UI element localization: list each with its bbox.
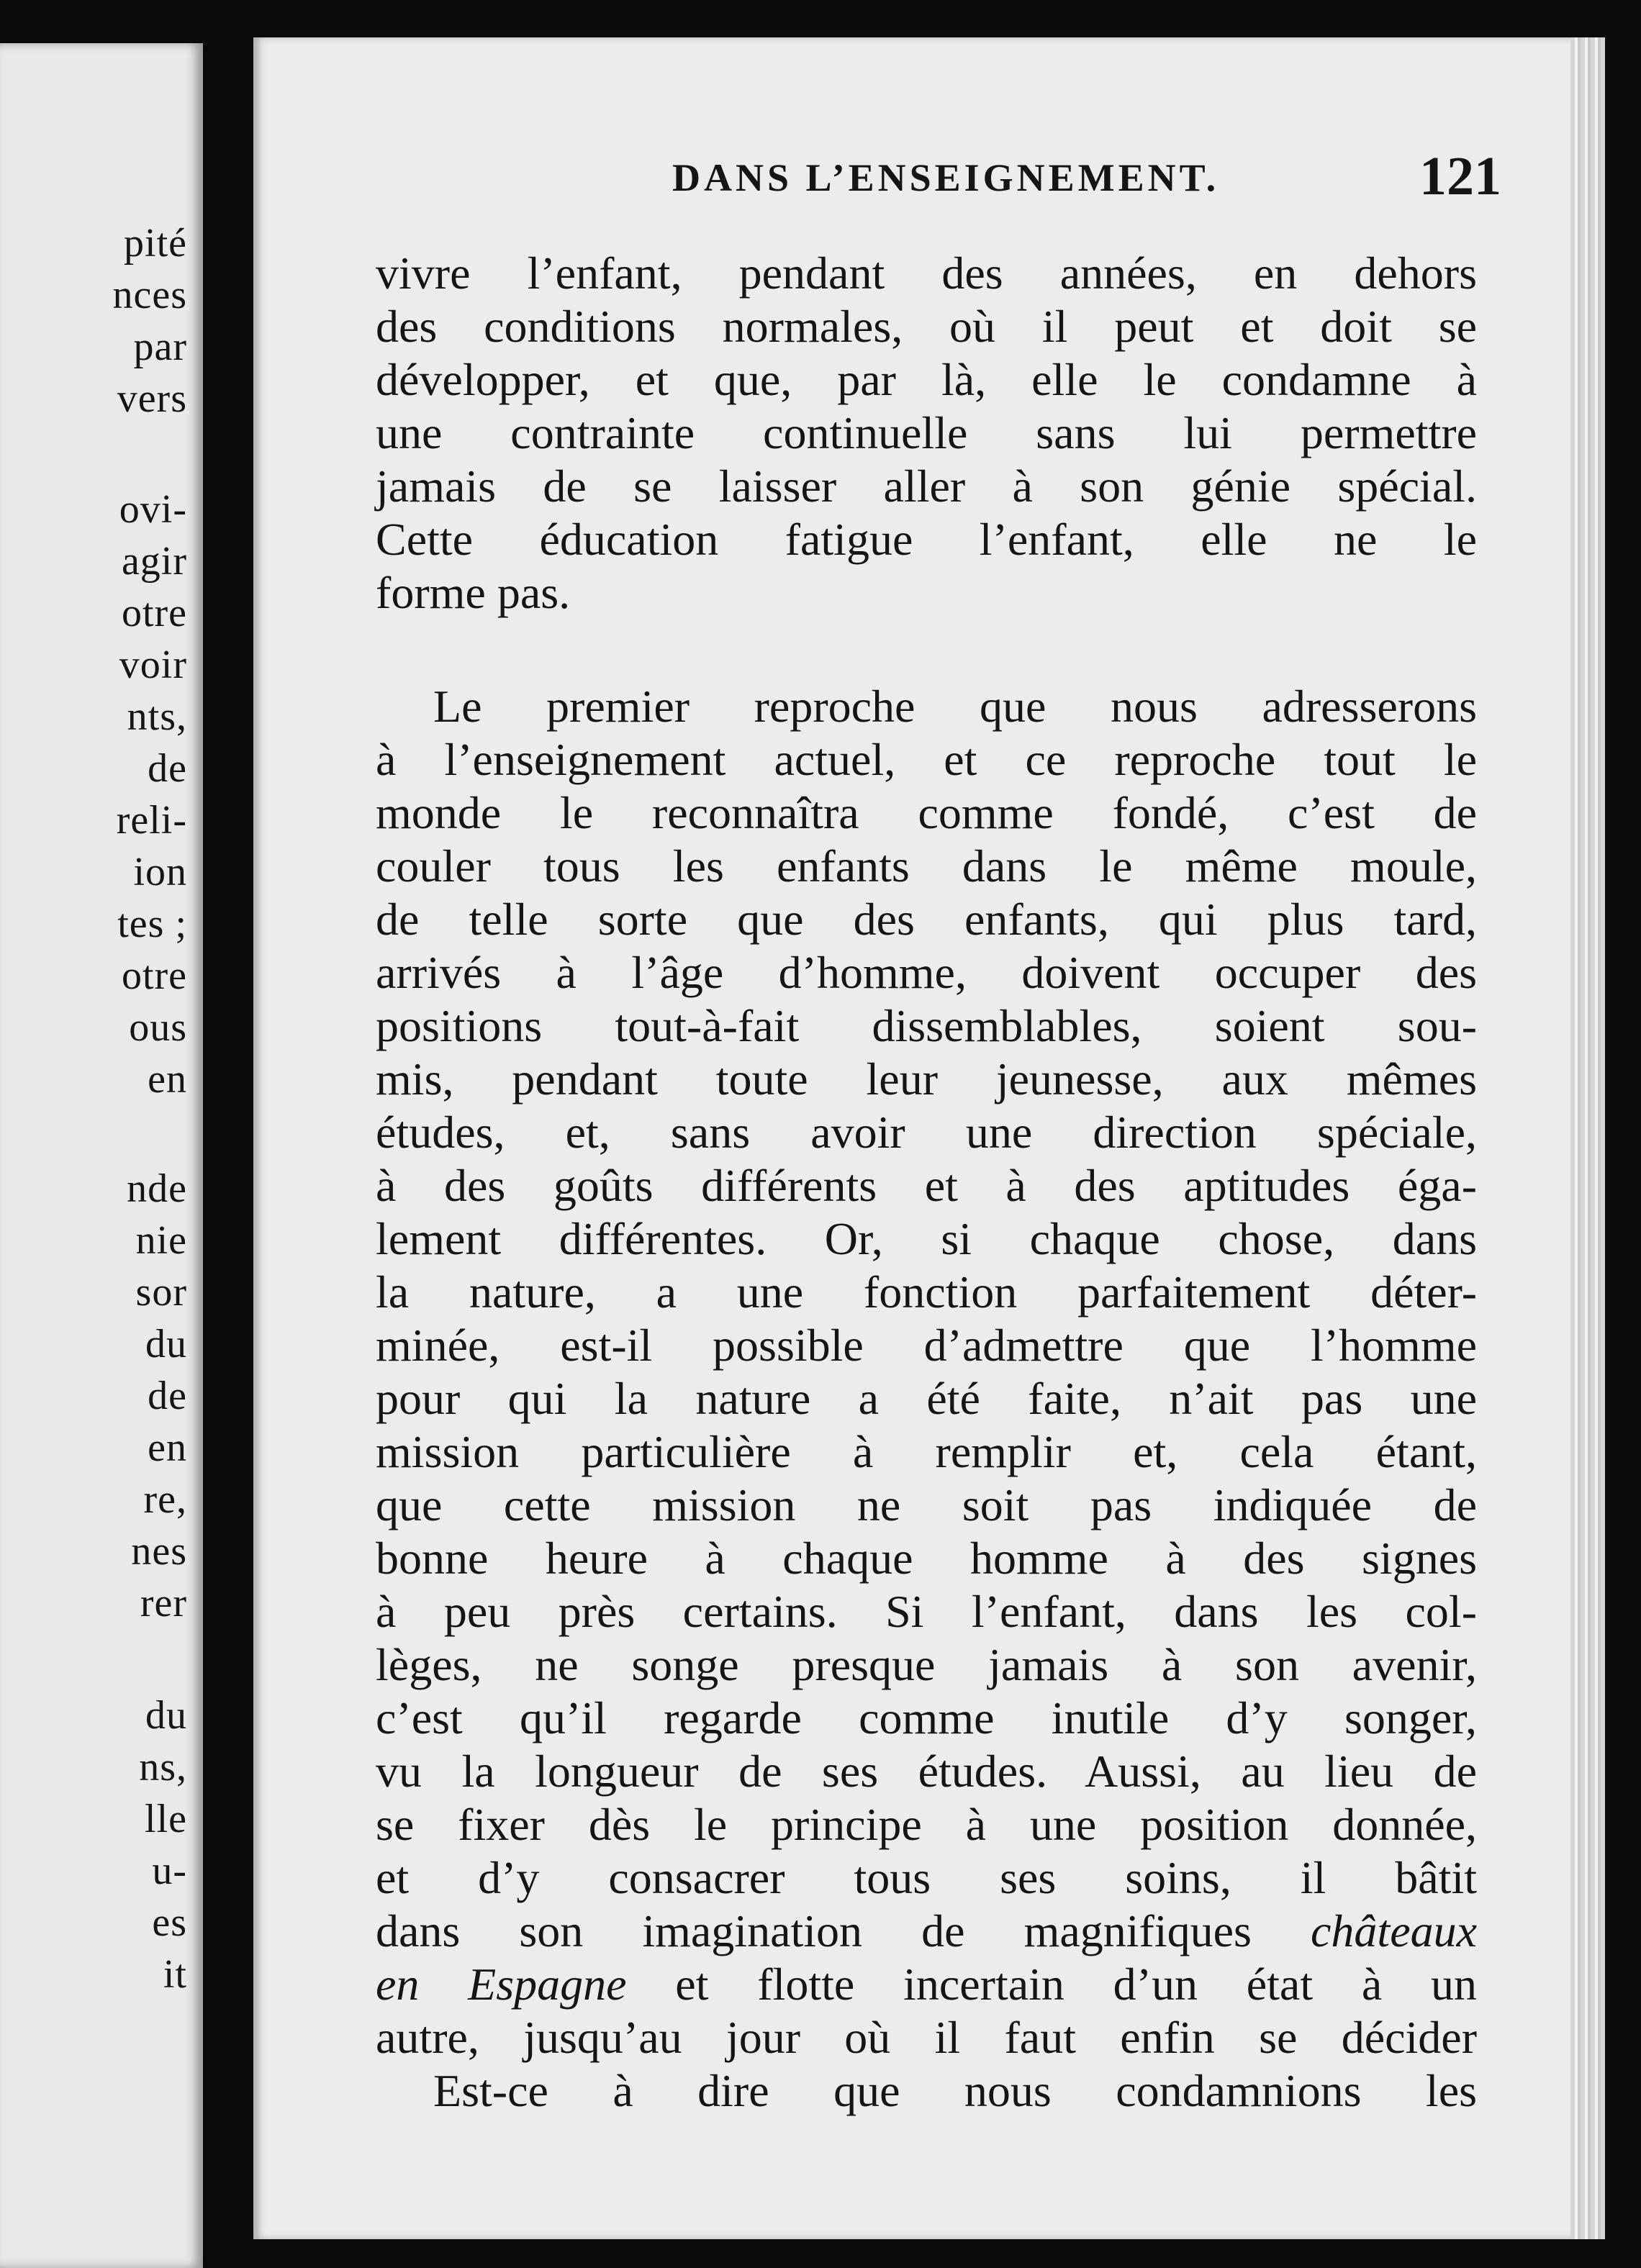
text-segment: dans son imagination de magnifiques bbox=[376, 1905, 1311, 1956]
text-line: positions tout-à-fait dissemblables, soient sou- bbox=[376, 1000, 1477, 1051]
text-line: études, et, sans avoir une direction spéciale, bbox=[376, 1107, 1477, 1158]
left-page-line: es bbox=[152, 1900, 187, 1945]
left-page-line: ion bbox=[133, 850, 187, 894]
text-line: une contrainte continuelle sans lui permettre bbox=[376, 407, 1477, 458]
left-page-fragment bbox=[0, 43, 203, 2268]
book-gutter bbox=[203, 0, 253, 2268]
left-page-line: otre bbox=[121, 953, 187, 998]
text-line: la nature, a une fonction parfaitement déter- bbox=[376, 1266, 1477, 1317]
left-page-line: it bbox=[163, 1952, 187, 1997]
text-line: minée, est-il possible d’admettre que l’homme bbox=[376, 1320, 1477, 1371]
text-line: Cette éducation fatigue l’enfant, elle ne le bbox=[376, 514, 1477, 565]
text-line bbox=[376, 1905, 1477, 1956]
text-line: monde le reconnaîtra comme fondé, c’est de bbox=[376, 787, 1477, 838]
left-page-line: otre bbox=[121, 591, 187, 635]
book-page bbox=[253, 37, 1605, 2239]
text-line: des conditions normales, où il peut et doit se bbox=[376, 301, 1477, 352]
text-line: se fixer dès le principe à une position donnée, bbox=[376, 1799, 1477, 1850]
left-page-line: en bbox=[148, 1425, 187, 1470]
running-head: DANS L’ENSEIGNEMENT. bbox=[672, 156, 1220, 199]
left-page-line: vers bbox=[117, 376, 187, 421]
text-line: pour qui la nature a été faite, n’ait pas une bbox=[376, 1373, 1477, 1424]
text-line: que cette mission ne soit pas indiquée de bbox=[376, 1479, 1477, 1530]
text-line: développer, et que, par là, elle le condamne à bbox=[376, 354, 1477, 405]
left-page-line: de bbox=[148, 746, 187, 791]
text-line: jamais de se laisser aller à son génie spécial. bbox=[376, 461, 1477, 512]
text-segment: et flotte incertain d’un état à un bbox=[626, 1959, 1478, 2010]
text-line bbox=[376, 1961, 1477, 2008]
left-page-line: nde bbox=[127, 1166, 187, 1211]
left-page-line: re, bbox=[143, 1477, 187, 1522]
text-line: lèges, ne songe presque jamais à son avenir, bbox=[376, 1639, 1477, 1690]
text-line: forme pas. bbox=[376, 567, 571, 618]
text-line: mis, pendant toute leur jeunesse, aux mêmes bbox=[376, 1053, 1477, 1104]
text-line: vivre l’enfant, pendant des années, en dehors bbox=[376, 248, 1477, 299]
text-line: autre, jusqu’au jour où il faut enfin se décider bbox=[376, 2012, 1477, 2063]
text-line: mission particulière à remplir et, cela étant, bbox=[376, 1426, 1477, 1477]
text-line: à des goûts différents et à des aptitudes éga- bbox=[376, 1160, 1477, 1211]
left-page-line: sor bbox=[135, 1270, 187, 1315]
text-line: et d’y consacrer tous ses soins, il bâtit bbox=[376, 1852, 1477, 1903]
left-page-line: rer bbox=[140, 1581, 187, 1625]
left-page-line: voir bbox=[119, 643, 187, 687]
left-page-line: ovi- bbox=[119, 487, 187, 532]
text-line: à peu près certains. Si l’enfant, dans les col- bbox=[376, 1586, 1477, 1637]
page-number: 121 bbox=[1419, 146, 1501, 207]
left-page-line: u- bbox=[152, 1849, 187, 1893]
italic-phrase: en Espagne bbox=[376, 1959, 627, 2010]
italic-phrase: châteaux bbox=[1311, 1905, 1477, 1956]
text-line: de telle sorte que des enfants, qui plus tard, bbox=[376, 894, 1477, 945]
left-page-line: du bbox=[145, 1322, 187, 1366]
left-page-line: tes ; bbox=[117, 902, 187, 946]
left-page-line: pité bbox=[124, 221, 187, 266]
text-line: couler tous les enfants dans le même moule, bbox=[376, 840, 1477, 892]
left-page-line: de bbox=[148, 1374, 187, 1418]
text-line: Le premier reproche que nous adresserons bbox=[433, 681, 1477, 732]
left-page-line: nces bbox=[112, 273, 187, 317]
text-line: bonne heure à chaque homme à des signes bbox=[376, 1533, 1477, 1584]
left-page-line: par bbox=[133, 325, 187, 369]
page-edge bbox=[1570, 37, 1605, 2239]
left-page-line: du bbox=[145, 1693, 187, 1738]
left-page-line: nie bbox=[135, 1218, 187, 1263]
left-page-line: reli- bbox=[116, 798, 187, 843]
left-page-line: ous bbox=[129, 1005, 187, 1050]
text-line: lement différentes. Or, si chaque chose, dans bbox=[376, 1213, 1477, 1264]
left-page-line: agir bbox=[121, 539, 187, 584]
text-line: Est-ce à dire que nous condamnions les bbox=[433, 2065, 1477, 2116]
left-page-line: ns, bbox=[139, 1745, 187, 1790]
text-line: à l’enseignement actuel, et ce reproche tout le bbox=[376, 734, 1477, 785]
left-page-line: en bbox=[148, 1057, 187, 1102]
text-line: vu la longueur de ses études. Aussi, au lieu de bbox=[376, 1746, 1477, 1797]
text-line: c’est qu’il regarde comme inutile d’y songer, bbox=[376, 1692, 1477, 1743]
left-page-line: nts, bbox=[127, 694, 187, 739]
left-page-line: nes bbox=[131, 1529, 187, 1574]
left-page-line: lle bbox=[145, 1797, 187, 1841]
text-line: arrivés à l’âge d’homme, doivent occuper des bbox=[376, 947, 1477, 998]
